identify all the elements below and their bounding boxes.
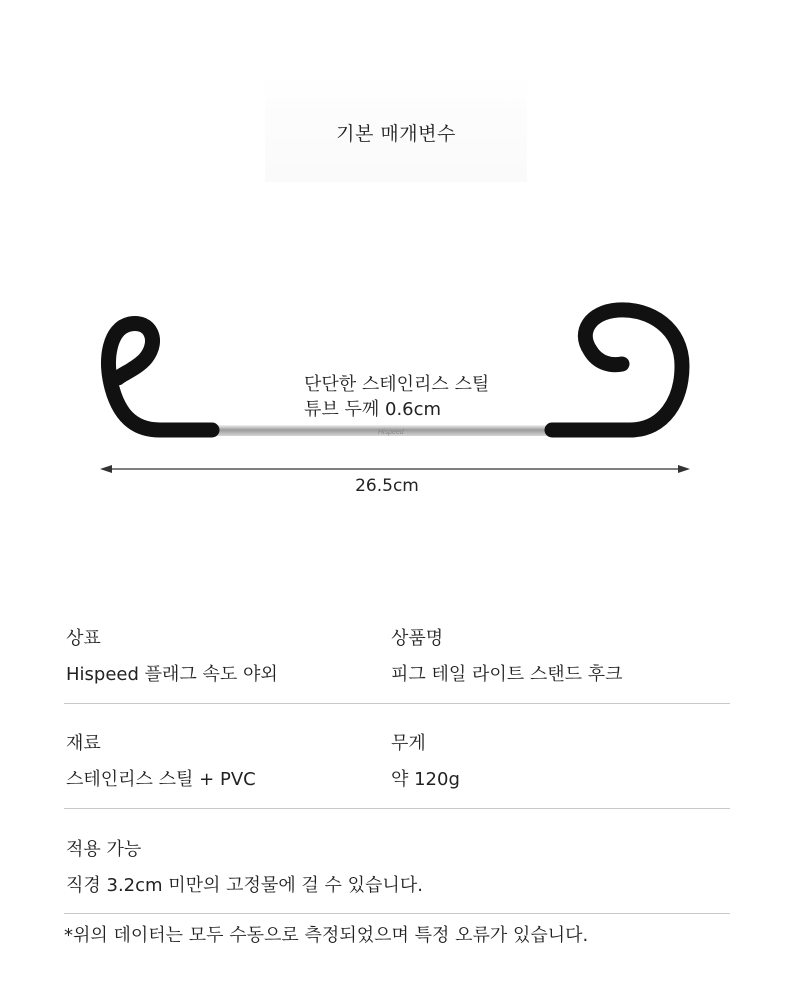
spec-value: 직경 3.2cm 미만의 고정물에 걸 수 있습니다. <box>66 875 423 896</box>
arrow-right-icon <box>678 465 690 473</box>
divider <box>64 808 730 809</box>
spec-material <box>66 729 256 791</box>
spec-label: 적용 가능 <box>66 839 142 860</box>
spec-product-name <box>391 624 623 686</box>
spec-applicable <box>66 835 423 897</box>
arrow-left-icon <box>100 465 112 473</box>
section-title: 기본 매개변수 <box>336 123 456 145</box>
footnote: *위의 데이터는 모두 수동으로 측정되었으며 특정 오류가 있습니다. <box>64 925 589 946</box>
tube-spec-line1: 단단한 스테인리스 스틸 <box>304 374 490 395</box>
spec-value: Hispeed 플래그 속도 야외 <box>66 664 278 685</box>
left-hook <box>109 323 212 430</box>
divider <box>64 913 730 914</box>
tube-spec-label <box>300 372 493 422</box>
spec-label: 상품명 <box>391 628 444 649</box>
spec-value: 약 120g <box>391 769 460 790</box>
spec-label: 재료 <box>66 733 101 754</box>
bar-brand-mark: Hispeed <box>378 429 404 436</box>
right-hook <box>552 310 682 430</box>
spec-value: 스테인리스 스틸 + PVC <box>66 769 256 790</box>
spec-label: 무게 <box>391 733 426 754</box>
divider <box>64 703 730 704</box>
width-label: 26.5cm <box>355 476 419 496</box>
spec-weight <box>391 729 460 791</box>
tube-spec-line2: 튜브 두께 0.6cm <box>304 399 442 420</box>
spec-brand <box>66 624 278 686</box>
spec-value: 피그 테일 라이트 스탠드 후크 <box>391 664 623 685</box>
spec-label: 상표 <box>66 628 101 649</box>
